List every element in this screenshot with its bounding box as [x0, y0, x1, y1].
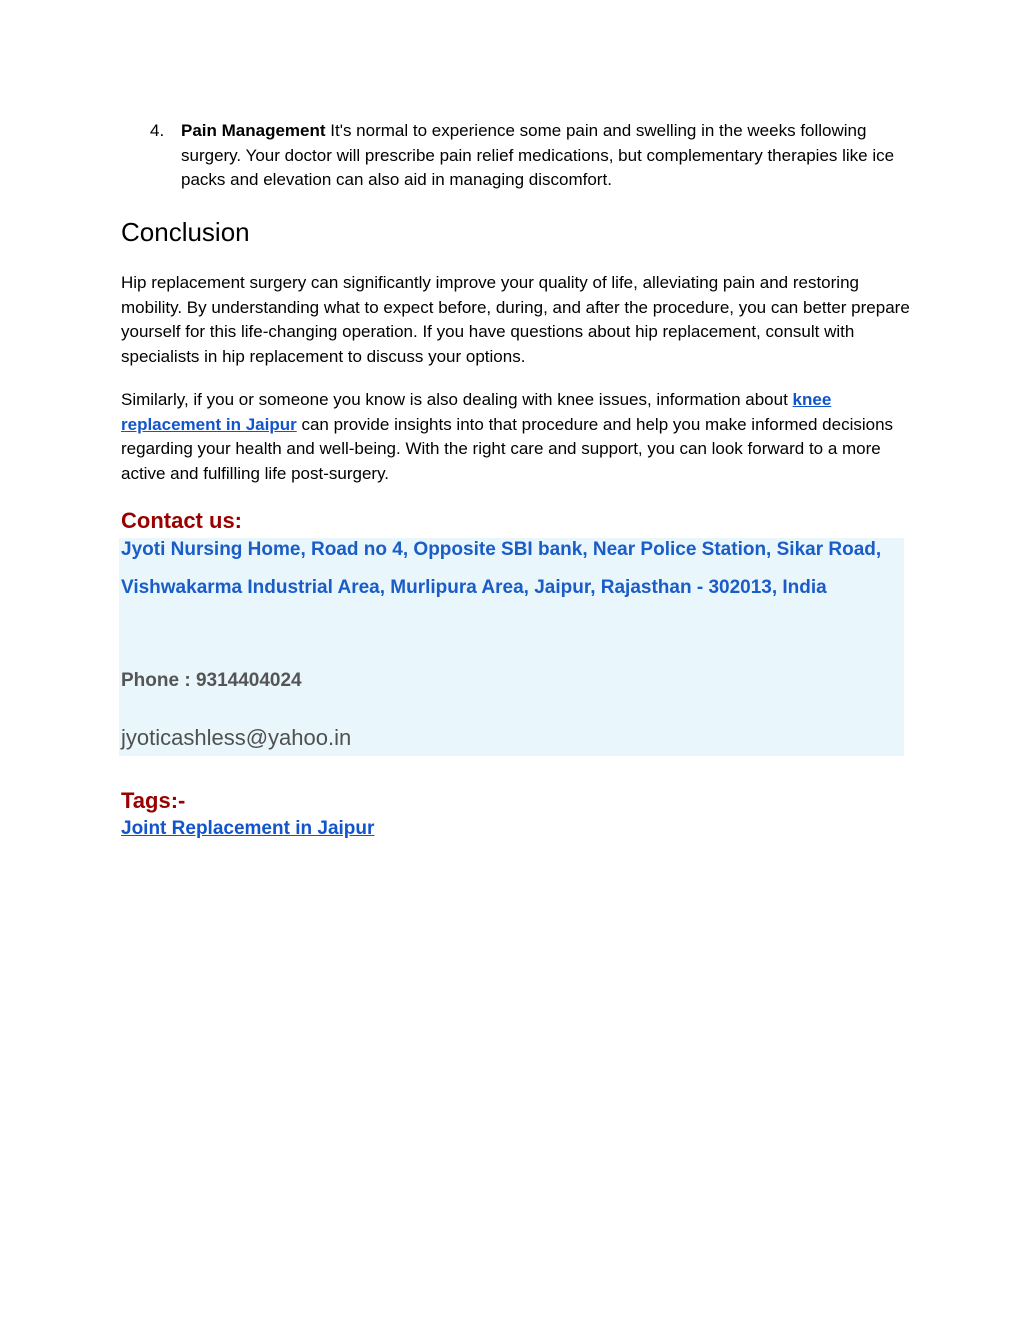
conclusion-heading: Conclusion	[121, 217, 250, 247]
contact-email: jyoticashless@yahoo.in	[121, 725, 352, 750]
paragraph-text-after-link: can provide insights into that procedure and help you make informed decisions regarding your health and well-being. With the right care and support, you can look forward to a more active and fulfilling life post-surgery.	[121, 414, 894, 483]
tag-link-joint-replacement[interactable]: Joint Replacement in Jaipur	[121, 818, 375, 839]
list-item-text: It's normal to experience some pain and swelling in the weeks following surgery. Your doctor will prescribe pain relief medications, but complementary therapies like ice packs and elevation can also aid in managing discomfort.	[181, 121, 895, 189]
contact-address: Jyoti Nursing Home, Road no 4, Opposite SBI bank, Near Police Station, Sikar Road, Vishwakarma Industrial Area, Murlipura Area, Jaipur, Rajasthan - 302013, India	[121, 539, 882, 598]
list-item-pain-management	[121, 119, 911, 193]
paragraph-text-before-link: Similarly, if you or someone you know is also dealing with knee issues, information about	[121, 390, 793, 409]
conclusion-paragraph: Hip replacement surgery can significantly improve your quality of life, alleviating pain and restoring mobility. By understanding what to expect before, during, and after the procedure, you can better prepare yourself for this life-changing operation. If you have questions about hip replacement, consult with specialists in hip replacement to discuss your options.	[121, 273, 910, 366]
list-number: 4.	[150, 121, 165, 140]
list-item-body	[181, 119, 911, 193]
list-item-title: Pain Management	[181, 121, 326, 140]
knee-info-paragraph	[121, 388, 911, 486]
tags-heading: Tags:-	[121, 788, 186, 813]
contact-heading: Contact us:	[121, 508, 242, 533]
knee-replacement-link[interactable]: knee replacement in Jaipur	[121, 390, 832, 434]
contact-phone: Phone : 9314404024	[121, 670, 302, 691]
